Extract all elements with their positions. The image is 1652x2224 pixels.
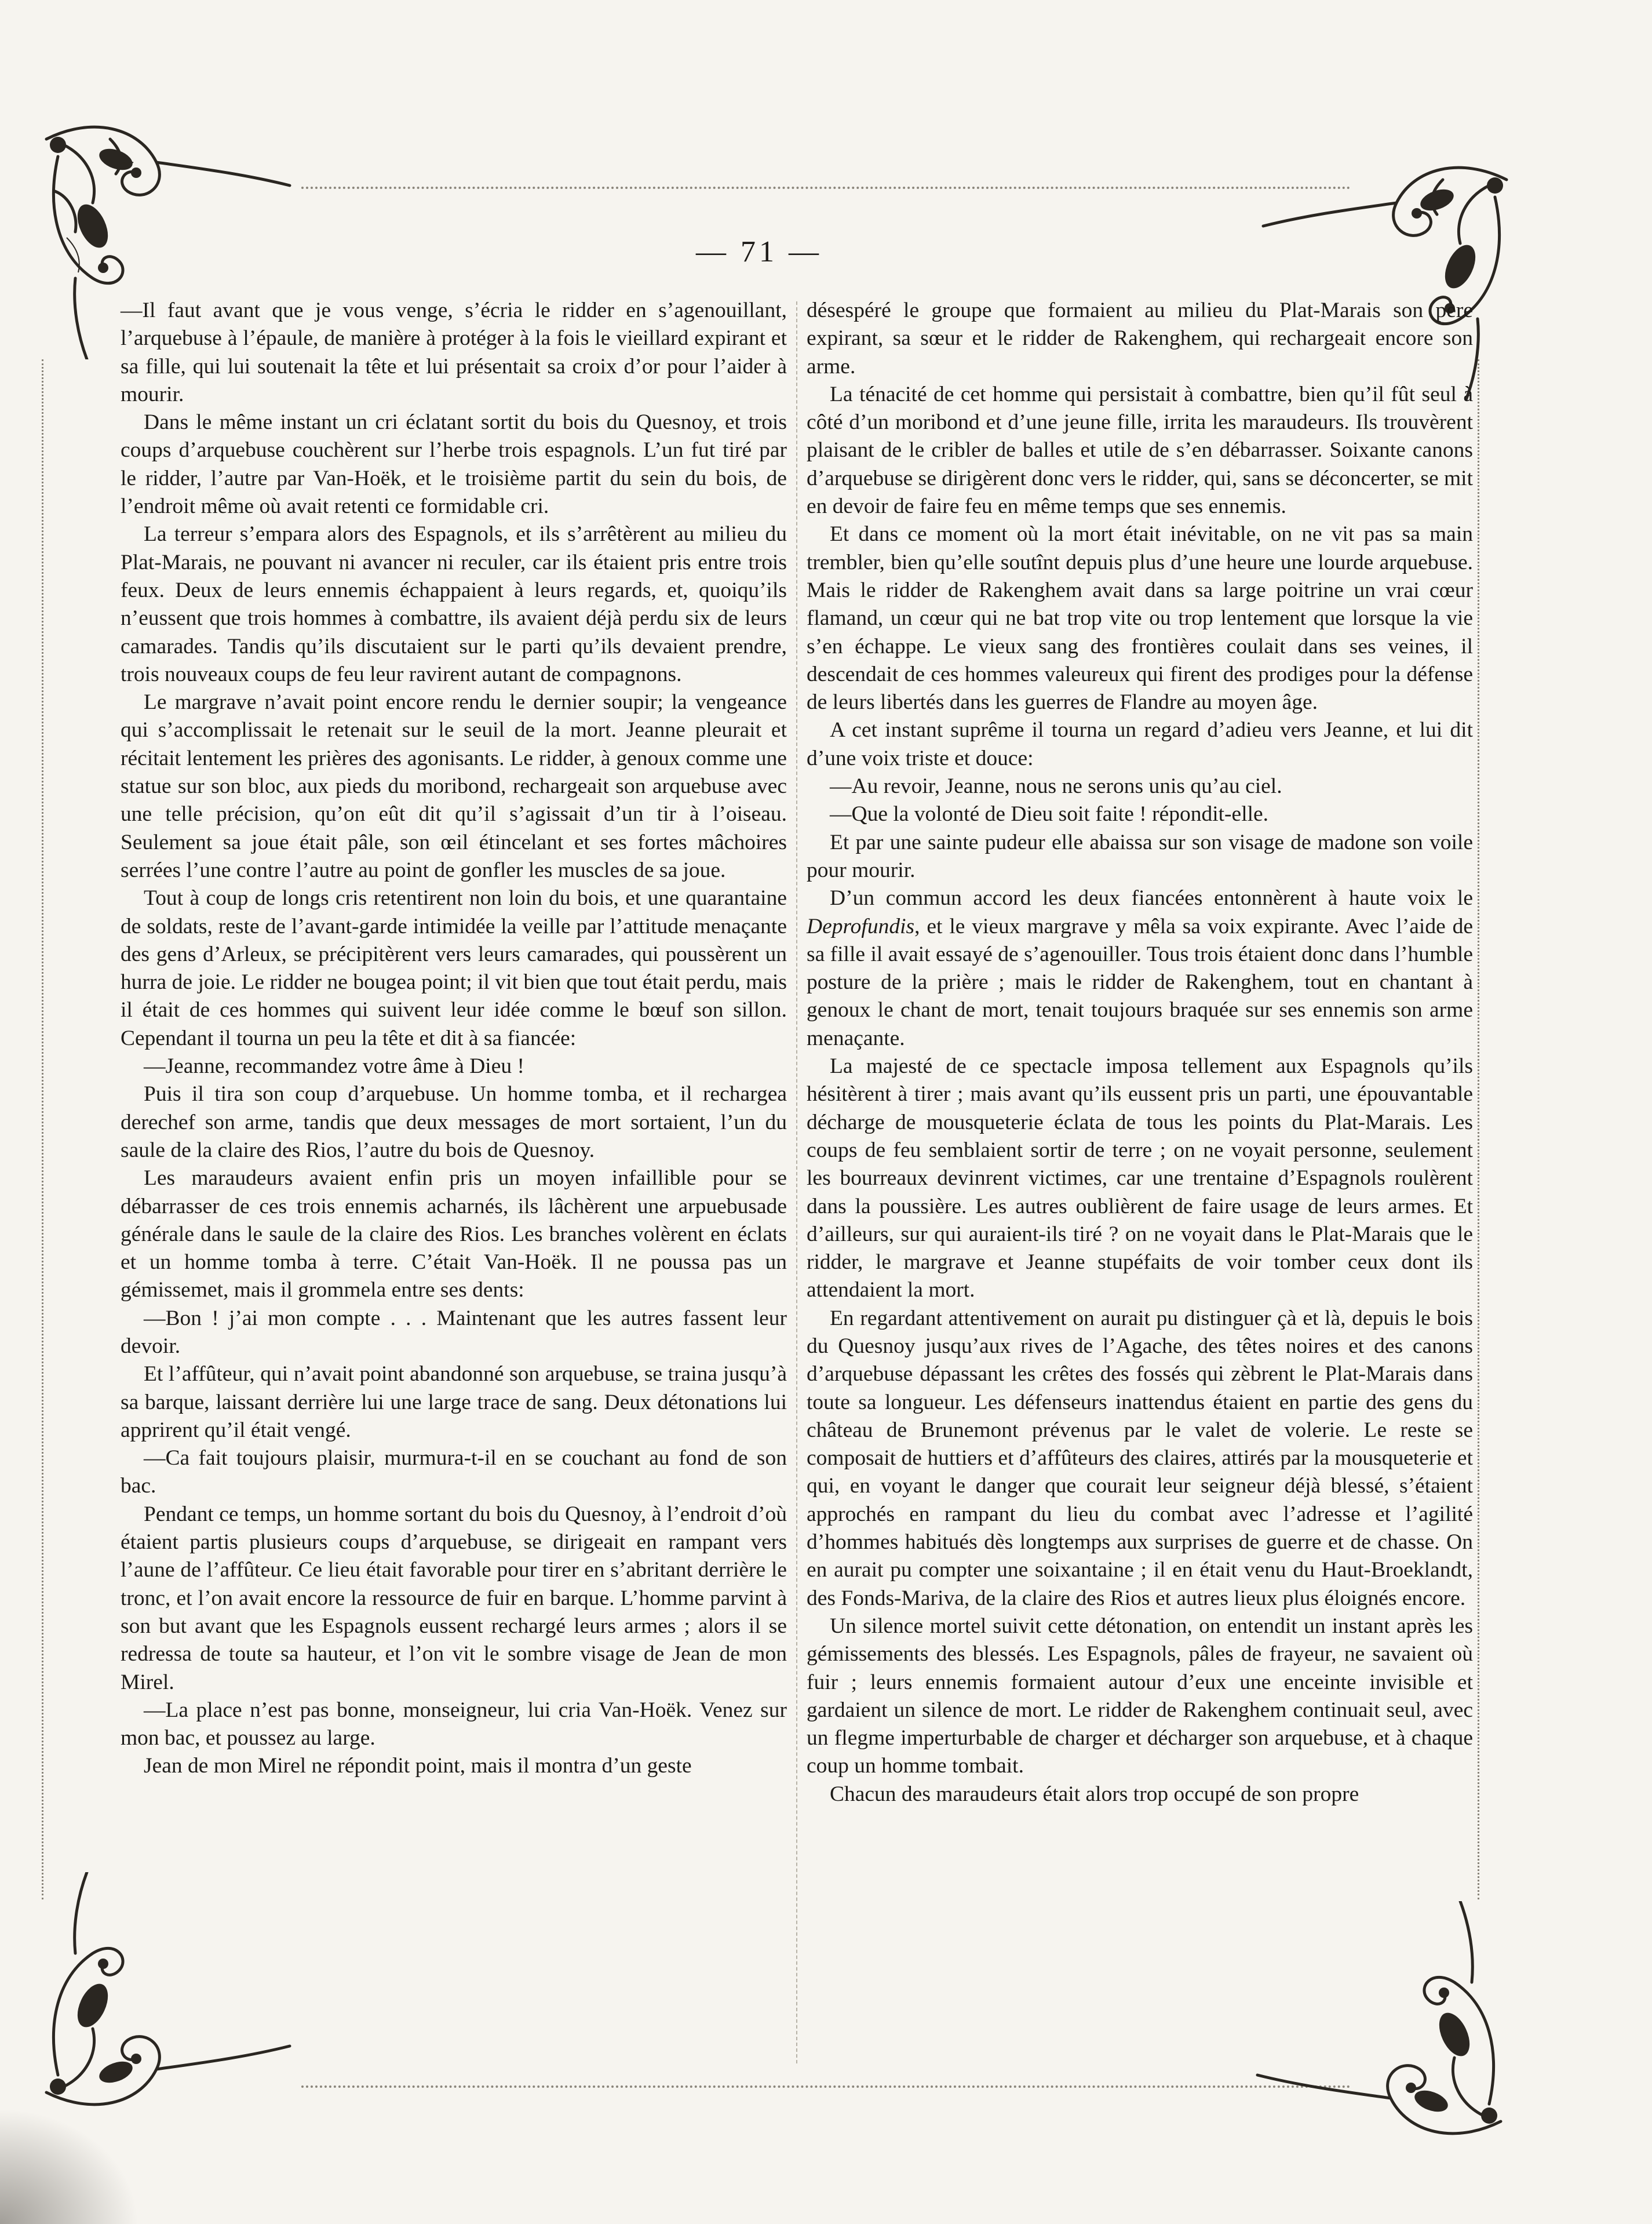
paragraph: Puis il tira son coup d’arquebuse. Un homme tomba, et il rechargea derechef son arme, tandis que deux messages de mort sortaient, l’un du saule de la claire des Rios, l’autre du bois de Quesnoy.: [121, 1082, 787, 1162]
paragraph: Pendant ce temps, un homme sortant du bois du Quesnoy, à l’endroit d’où étaient partis plusieurs coups d’arquebuse, se dirigeait en rampant vers l’aune de l’affûteur. Ce lieu était favorable pour tirer en s’abritant derrière le tronc, et l’on avait encore la ressource de fuir en barque. L’homme parvint à son but avant que les Espagnols eussent rechargé leurs armes ; alors il se redressa de toute sa hauteur, et l’on vit le sombre visage de Jean de mon Mirel.: [121, 1502, 787, 1694]
paragraph: Et par une sainte pudeur elle abaissa sur son visage de madone son voile pour mourir.: [807, 830, 1473, 882]
top-dotted-rule: [301, 187, 1351, 189]
paragraph: —La place n’est pas bonne, monseigneur, lui cria Van-Hoëk. Venez sur mon bac, et poussez au large.: [121, 1698, 787, 1750]
paragraph: A cet instant suprême il tourna un regard d’adieu vers Jeanne, et lui dit d’une voix triste et douce:: [807, 718, 1473, 770]
page-number: — 71 —: [696, 235, 822, 268]
paragraph: La ténacité de cet homme qui persistait à combattre, bien qu’il fût seul à côté d’un moribond et d’une jeune fille, irrita les maraudeurs. Ils trouvèrent plaisant de le cribler de balles et utile de s’en débarrasser. Soixante canons d’arquebuse se dirigèrent donc vers le ridder, qui, sans se déconcerter, se mit en devoir de faire feu en même temps que ses ennemis.: [807, 382, 1473, 519]
paragraph: Un silence mortel suivit cette détonation, on entendit un instant après les gémissements des blessés. Les Espagnols, pâles de frayeur, ne savaient où fuir ; leurs ennemis formaient autour d’eux une enceinte invisible et gardaient un silence de mort. Le ridder de Rakenghem continuait seul, avec un flegme imperturbable de charger et décharger son arquebuse, et à chaque coup un homme tombait.: [807, 1614, 1473, 1778]
paragraph: Le margrave n’avait point encore rendu le dernier soupir; la vengeance qui s’accomplissait le retenait sur le seuil de la mort. Jeanne pleurait et récitait lentement les prières des agonisants. Le ridder, à genoux comme une statue sur son bloc, aux pieds du moribond, rechargeait son arquebuse avec une telle précision, qu’on eût dit qu’il s’agissait d’un tir à l’oiseau. Seulement sa joue était pâle, son œil étincelant et ses fortes mâchoires serrées l’une contre l’autre au point de gonfler les muscles de sa joue.: [121, 690, 787, 882]
paragraph: —Que la volonté de Dieu soit faite ! répondit-elle.: [830, 802, 1269, 827]
paragraph: Et dans ce moment où la mort était inévitable, on ne vit pas sa main trembler, bien qu’elle soutînt depuis plus d’une heure une lourde arquebuse. Mais le ridder de Rakenghem avait dans sa large poitrine un vrai cœur flamand, un cœur qui ne bat trop vite ou trop lentement que lorsque la vie s’en échappe. Le vieux sang des frontières coulait dans ses veines, il descendait de ces hommes valeureux qui firent des prodiges pour la défense de leurs libertés dans les guerres de Flandre au moyen âge.: [807, 522, 1473, 715]
right-dotted-rule: [1478, 359, 1479, 1899]
left-dotted-rule: [42, 359, 43, 1899]
paragraph: —Jeanne, recommandez votre âme à Dieu !: [144, 1054, 524, 1079]
text-column-right: [807, 297, 1473, 1808]
paragraph: Chacun des maraudeurs était alors trop occupé de son propre: [830, 1782, 1359, 1806]
paragraph: Jean de mon Mirel ne répondit point, mais il montra d’un geste: [144, 1754, 692, 1778]
paragraph: Dans le même instant un cri éclatant sortit du bois du Quesnoy, et trois coups d’arquebuse couchèrent sur l’herbe trois espagnols. L’un fut tiré par le ridder, l’autre par Van-Hoëk, et le troisième partit du sein du bois, de l’endroit même où avait retenti ce formidable cri.: [121, 410, 787, 519]
italic-word: Deprofundis: [807, 914, 915, 938]
corner-flourish-icon: [1252, 1901, 1524, 2156]
paragraph: —Bon ! j’ai mon compte . . . Maintenant que les autres fassent leur devoir.: [121, 1306, 787, 1358]
text-column-left: [121, 297, 787, 1781]
paragraph: D’un commun accord les deux fiancées entonnèrent à haute voix le Deprofundis, et le vieux margrave y mêla sa voix expirante. Avec l’aide de sa fille il avait essayé de s’agenouiller. Tous trois étaient donc dans l’humble posture de la prière ; mais le ridder de Rakenghem, tout en chantant à genoux le chant de mort, tenait toujours braquée sur ses ennemis son arme menaçante.: [807, 886, 1473, 1050]
column-divider: [796, 301, 797, 2063]
paragraph: En regardant attentivement on aurait pu distinguer çà et là, depuis le bois du Quesnoy jusqu’aux rives de l’Agache, des têtes noires et des canons d’arquebuse dépassant les crêtes des fossés qui zèbrent le Plat-Marais dans toute sa longueur. Les défenseurs inattendus étaient en partie des gens du château de Brunemont prévenus par le valet de volerie. Le reste se composait de huttiers et d’affûteurs des claires, attirés par la mousqueterie et qui, en voyant le danger que courait leur seigneur déjà blessé, s’étaient approchés en rampant du lieu du combat avec l’adresse et l’agilité d’hommes habitués dès longtemps aux surprises de guerre et de chasse. On en aurait pu compter une soixantaine ; il en était venu du Haut-Broeklandt, des Fonds-Mariva, de la claire des Rios et autres lieux plus éloignés encore.: [807, 1306, 1473, 1610]
paragraph: —Il faut avant que je vous venge, s’écria le ridder en s’agenouillant, l’arquebuse à l’épaule, de manière à protéger à la fois le vieillard expirant et sa fille, qui lui soutenait la tête et lui présentait sa croix d’or pour l’aider à mourir.: [121, 299, 787, 406]
paragraph: La majesté de ce spectacle imposa tellement aux Espagnols qu’ils hésitèrent à tirer ; mais avant qu’ils eussent pris un parti, une épouvantable décharge de mousqueterie éclata de tous les points du Plat-Marais. Les coups de feu semblaient sortir de terre ; on ne voyait personne, seulement les bourreaux devinrent victimes, car une trentaine d’Espagnols roulèrent dans la poussière. Les autres oublièrent de faire usage de leurs armes. Et d’ailleurs, sur qui auraient-ils tiré ? on ne voyait dans le Plat-Marais que le ridder, le margrave et Jeanne stupéfaits de voir tomber ceux dont ils attendaient la mort.: [807, 1054, 1473, 1302]
bottom-dotted-rule: [301, 2085, 1351, 2088]
paragraph: La terreur s’empara alors des Espagnols, et ils s’arrêtèrent au milieu du Plat-Marais, ne pouvant ni avancer ni reculer, car ils étaient pris entre trois feux. Deux de leurs ennemis échappaient à leurs regards, et, quoiqu’ils n’eussent que trois hommes à combattre, ils avaient déjà perdu six de leurs camarades. Tandis qu’ils discutaient sur le parti qu’ils devaient prendre, trois nouveaux coups de feu leur ravirent autant de compagnons.: [121, 522, 787, 686]
paragraph: —Ca fait toujours plaisir, murmura-t-il en se couchant au fond de son bac.: [121, 1446, 787, 1498]
paragraph: Et l’affûteur, qui n’avait point abandonné son arquebuse, se traina jusqu’à sa barque, laissant derrière lui une large trace de sang. Deux détonations lui apprirent qu’il était vengé.: [121, 1362, 787, 1442]
paragraph: —Au revoir, Jeanne, nous ne serons unis qu’au ciel.: [830, 774, 1282, 799]
corner-flourish-icon: [23, 1872, 296, 2127]
paragraph: Tout à coup de longs cris retentirent non loin du bois, et une quarantaine de soldats, reste de l’avant-garde intimidée la veille par l’attitude menaçante des gens d’Arleux, se précipitèrent vers leurs camarades, qui poussèrent un hurra de joie. Le ridder ne bougea point; il vit bien que tout était perdu, mais il était de ces hommes qui suivent leur idée comme le bœuf son sillon. Cependant il tourna un peu la tête et dit à sa fiancée:: [121, 886, 787, 1050]
scan-smudge: [0, 2108, 139, 2224]
paragraph: Les maraudeurs avaient enfin pris un moyen infaillible pour se débarrasser de ces trois ennemis acharnés, ils lâchèrent une arpuebusade générale dans le saule de la claire des Rios. Les branches volèrent en éclats et un homme tomba à terre. C’était Van-Hoëk. Il ne poussa pas un gémissemet, mais il grommela entre ses dents:: [121, 1166, 787, 1302]
paragraph: désespéré le groupe que formaient au milieu du Plat-Marais son père expirant, sa sœur et le ridder de Rakenghem, qui rechargeait encore son arme.: [807, 299, 1473, 378]
